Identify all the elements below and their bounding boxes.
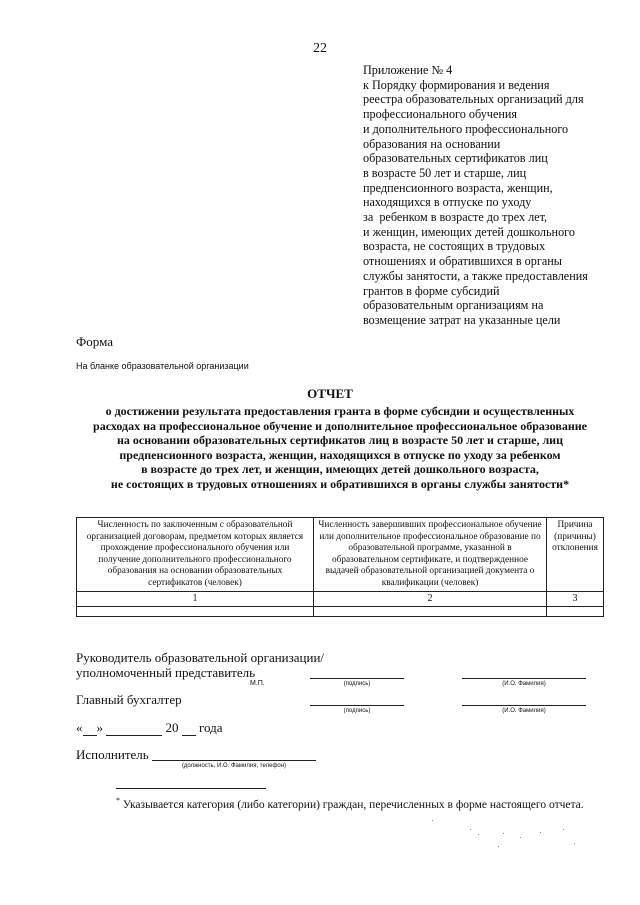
executor-caption: (должность, И.О. Фамилия, телефон) <box>181 763 287 769</box>
subtitle-line: расходах на профессиональное обучение и дополнительное профессиональное образование <box>93 418 587 433</box>
executor-line[interactable] <box>152 760 316 761</box>
accountant-label: Главный бухгалтер <box>76 692 182 707</box>
footnote-mark: * <box>116 796 120 805</box>
head-name-caption: (И.О. Фамилия) <box>502 681 546 687</box>
appendix-line: к Порядку формирования и ведения <box>363 77 550 92</box>
form-label: Форма <box>76 334 113 349</box>
head-name-line[interactable] <box>462 678 586 679</box>
appendix-line: за ребенком в возрасте до трех лет, <box>363 210 548 225</box>
head-signature-line[interactable] <box>310 678 404 679</box>
table-header-row <box>77 518 604 592</box>
head-label-line2: уполномоченный представитель <box>76 665 256 680</box>
accountant-name-line[interactable] <box>462 705 586 706</box>
date-quote-open: « <box>76 720 83 735</box>
column-number: 3 <box>547 592 604 607</box>
footnote-separator <box>116 788 266 789</box>
header-cell-reasons: Причина (причины) отклонения <box>547 518 604 592</box>
date-quote-close: » <box>96 720 103 735</box>
executor-label: Исполнитель <box>76 747 149 762</box>
appendix-line: грантов в форме субсидий <box>363 283 500 298</box>
appendix-line: возраста, не состоящих в трудовых <box>363 239 546 254</box>
header-cell-completed: Численность завершивших профессиональное обучение или дополнительное профессиональное образование по образовательной программе, указанной в образовательном сертификате, и подтвержденное выдачей образовательной организацией документа о квалификации (человек) <box>314 518 547 592</box>
page-number: 22 <box>313 41 327 56</box>
data-cell[interactable] <box>547 606 604 616</box>
accountant-signature-line[interactable] <box>310 705 404 706</box>
date-day-blank[interactable] <box>83 720 97 736</box>
appendix-line: образовательных сертификатов лиц <box>363 151 548 166</box>
accountant-signature-caption: (подпись) <box>343 708 371 714</box>
stamp-mark: М.П. <box>250 680 265 687</box>
footnote <box>116 796 584 811</box>
appendix-header <box>363 63 613 328</box>
subtitle-line: о достижении результата предоставления гранта в форме субсидии и осуществленных <box>105 404 575 418</box>
appendix-line: образования на основании <box>363 136 501 151</box>
subtitle-line: в возрасте до трех лет, и женщин, имеющих детей дошкольного возраста, <box>141 462 539 476</box>
report-title: ОТЧЕТ <box>307 386 353 401</box>
header-cell-contracts: Численность по заключенным с образовательной организацией договорам, предметом которых является прохождение профессионального обучения или получение дополнительного профессионального образования на основании образовательных сертификатов (человек) <box>77 518 314 592</box>
date-year-blank[interactable] <box>182 720 196 736</box>
date-year-prefix: 20 <box>165 720 179 735</box>
date-line <box>76 720 223 736</box>
appendix-line: профессионального обучения <box>363 107 517 122</box>
accountant-name-caption: (И.О. Фамилия) <box>502 708 546 714</box>
table-data-row <box>77 606 604 616</box>
footnote-text: Указывается категория (либо категории) граждан, перечисленных в форме настоящего отчета. <box>122 798 584 811</box>
appendix-line: образовательным организациям на <box>363 298 544 313</box>
head-signature-caption: (подпись) <box>343 681 371 687</box>
table-number-row <box>77 592 604 607</box>
data-cell[interactable] <box>77 606 314 616</box>
head-label-line1: Руководитель образовательной организации/ <box>76 650 325 665</box>
appendix-line: предпенсионного возраста, женщин, <box>363 180 553 195</box>
appendix-line: возмещение затрат на указанные цели <box>363 312 561 327</box>
appendix-line: реестра образовательных организаций для <box>363 92 584 107</box>
appendix-line: Приложение № 4 <box>363 63 453 77</box>
appendix-line: находящихся в отпуске по уходу <box>363 195 532 210</box>
appendix-line: отношениях и обратившихся в органы <box>363 254 562 269</box>
subtitle-line: предпенсионного возраста, женщин, находящихся в отпуске по уходу за ребенком <box>119 447 561 462</box>
subtitle-line: на основании образовательных сертификатов лиц в возрасте 50 лет и старше, лиц <box>116 433 564 447</box>
subtitle-line: не состоящих в трудовых отношениях и обратившихся в органы службы занятости* <box>110 476 570 491</box>
appendix-line: и женщин, имеющих детей дошкольного <box>363 224 575 239</box>
date-month-blank[interactable] <box>106 720 162 736</box>
report-table <box>76 517 604 617</box>
date-word: года <box>199 720 223 735</box>
data-cell[interactable] <box>314 606 547 616</box>
appendix-line: в возрасте 50 лет и старше, лиц <box>363 165 527 180</box>
appendix-line: и дополнительного профессионального <box>363 121 569 136</box>
report-subtitle <box>60 404 620 491</box>
appendix-line: службы занятости, а также предоставления <box>363 268 588 283</box>
column-number: 1 <box>77 592 314 607</box>
column-number: 2 <box>314 592 547 607</box>
blank-label: На бланке образовательной организации <box>76 361 249 371</box>
